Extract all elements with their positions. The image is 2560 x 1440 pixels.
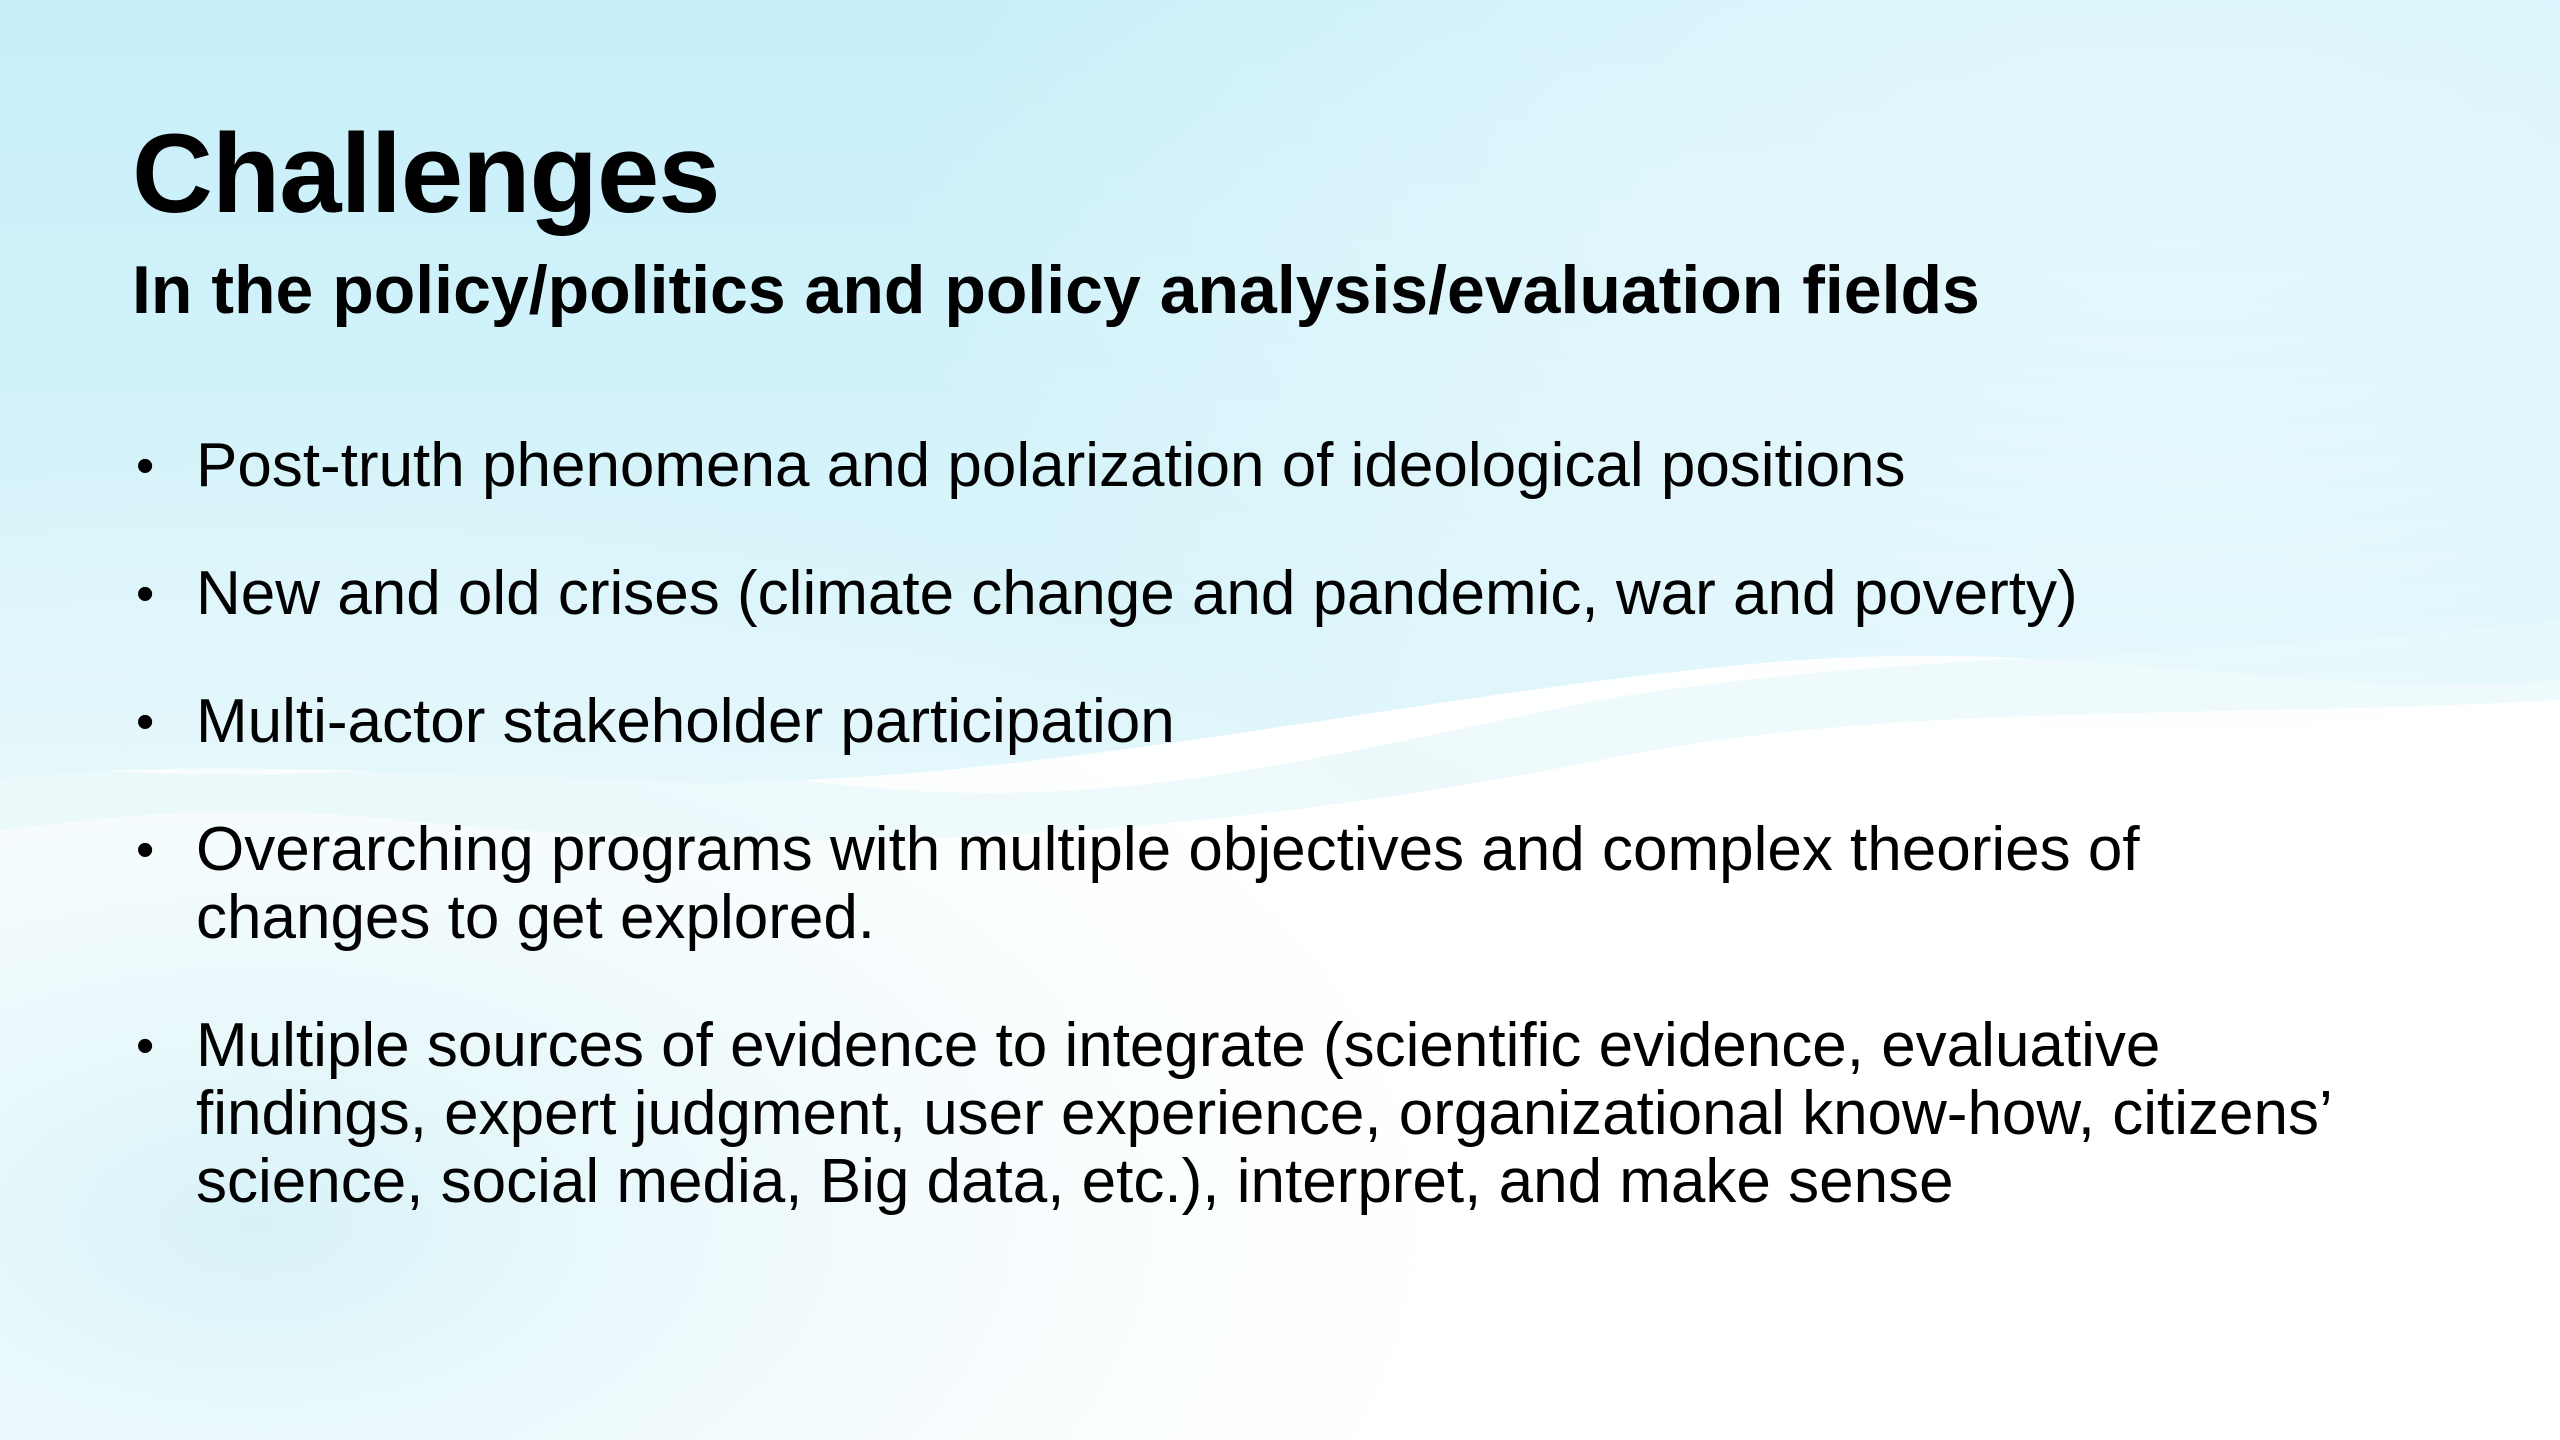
bullet-item xyxy=(132,1012,2376,1216)
bullet-text: Post-truth phenomena and polarization of ideological positions xyxy=(196,431,1906,500)
slide-subtitle: In the policy/politics and policy analysis/evaluation fields xyxy=(132,252,1980,328)
bullet-text: Overarching programs with multiple objectives and complex theories of changes to get explored. xyxy=(196,815,2140,952)
bullet-item xyxy=(132,560,2376,628)
bullet-text: New and old crises (climate change and pandemic, war and poverty) xyxy=(196,559,2078,628)
bullet-text: Multiple sources of evidence to integrate (scientific evidence, evaluative findings, expert judgment, user experience, organizational know-how, citizens’ science, social media, Big data, etc.), interpret, and make sense xyxy=(196,1011,2331,1216)
slide-content xyxy=(132,111,2432,1276)
bullet-item xyxy=(132,816,2376,952)
slide-title: Challenges xyxy=(132,111,720,236)
bullet-dot-icon: • xyxy=(136,1017,155,1075)
bullet-list xyxy=(132,432,2432,1216)
bullet-item xyxy=(132,432,2376,500)
bullet-dot-icon: • xyxy=(136,693,155,751)
bullet-dot-icon: • xyxy=(136,565,155,623)
bullet-dot-icon: • xyxy=(136,437,155,495)
bullet-item xyxy=(132,688,2376,756)
bullet-dot-icon: • xyxy=(136,821,155,879)
bullet-text: Multi-actor stakeholder participation xyxy=(196,687,1175,756)
